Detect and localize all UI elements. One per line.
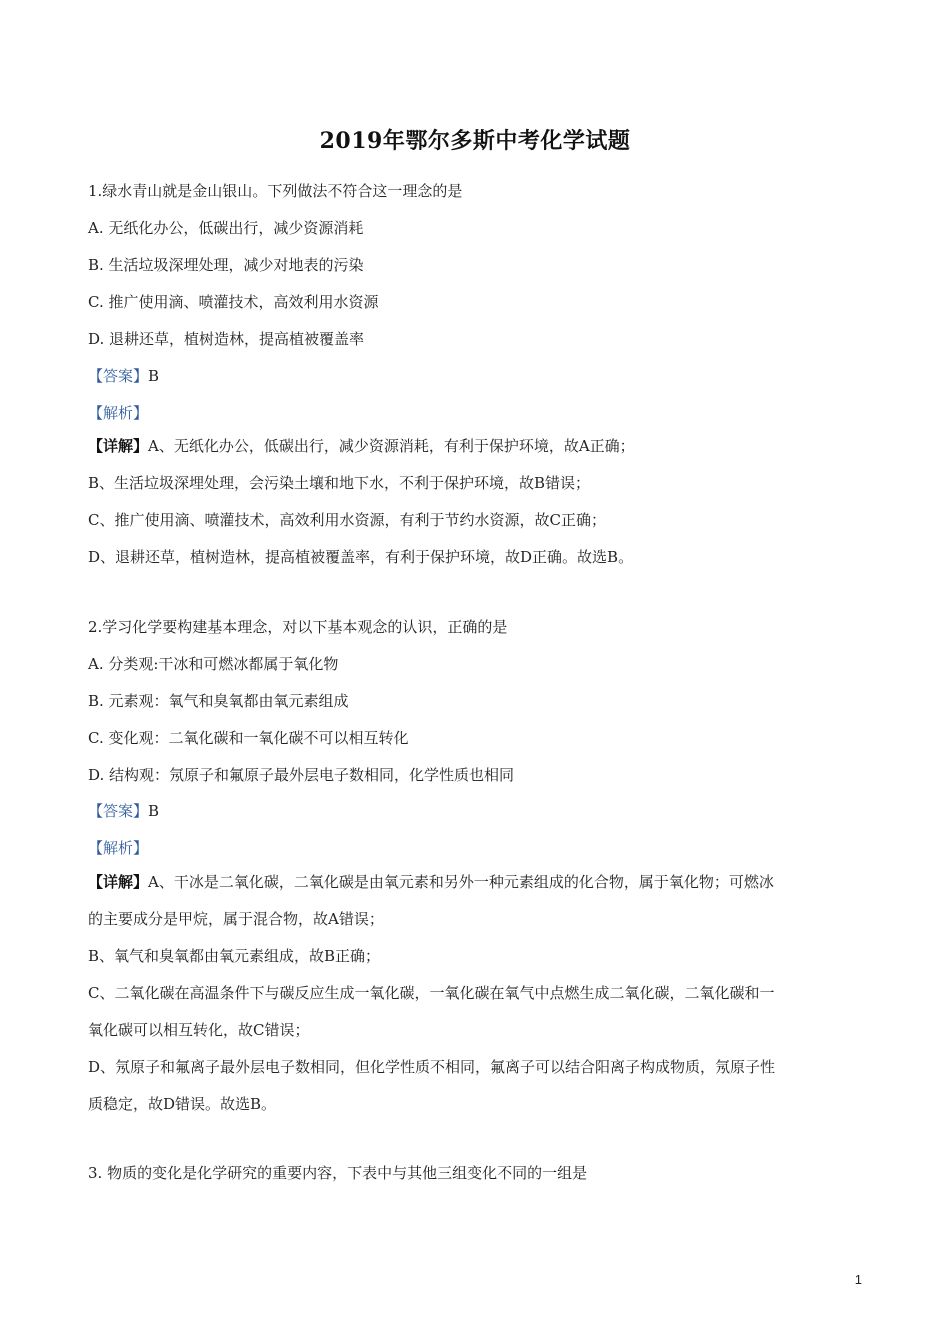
question-2-option-a: A. 分类观:干冰和可燃冰都属于氧化物 [88,655,339,673]
question-2-detail-line [88,872,868,892]
question-2-option-c: C. 变化观：二氧化碳和一氧化碳不可以相互转化 [88,729,409,747]
analysis-label: 【解析】 [88,839,149,857]
detail-text: A、干冰是二氧化碳，二氧化碳是由氧元素和另外一种元素组成的化合物，属于氧化物；可燃冰 [148,873,774,891]
question-1-detail-line: D、退耕还草，植树造林，提高植被覆盖率，有利于保护环境，故D正确。故选B。 [88,548,634,566]
page-title: 2019年鄂尔多斯中考化学试题 [319,128,631,154]
question-1-detail-line: B、生活垃圾深埋处理，会污染土壤和地下水，不利于保护环境，故B错误； [88,474,591,492]
question-1-option-d: D. 退耕还草，植树造林，提高植被覆盖率 [88,330,365,348]
question-1-detail-line: C、推广使用滴、喷灌技术，高效利用水资源，有利于节约水资源，故C正确； [88,511,606,529]
question-2-detail-line: D、氖原子和氟离子最外层电子数相同，但化学性质不相同，氟离子可以结合阳离子构成物质，氖原子性 [88,1058,776,1076]
page-number: 1 [854,1272,862,1287]
question-1-option-b: B. 生活垃圾深埋处理，减少对地表的污染 [88,256,364,274]
question-2-detail-line: 氧化碳可以相互转化，故C错误； [88,1021,310,1039]
question-2-option-b: B. 元素观：氧气和臭氧都由氧元素组成 [88,692,349,710]
detail-text: A、无纸化办公，低碳出行，减少资源消耗，有利于保护环境，故A正确； [148,437,635,455]
question-3-stem: 3. 物质的变化是化学研究的重要内容，下表中与其他三组变化不同的一组是 [88,1164,588,1182]
question-1-stem: 1.绿水青山就是金山银山。下列做法不符合这一理念的是 [88,182,463,200]
question-2-answer [88,801,868,821]
question-2-stem: 2.学习化学要构建基本理念，对以下基本观念的认识，正确的是 [88,618,508,636]
question-2-option-d: D. 结构观：氖原子和氟原子最外层电子数相同，化学性质也相同 [88,766,515,784]
question-2-detail-line: C、二氧化碳在高温条件下与碳反应生成一氧化碳，一氧化碳在氧气中点燃生成二氧化碳，二氧化碳和一 [88,984,775,1002]
answer-label: 【答案】 [88,367,149,385]
detail-label: 【详解】 [88,873,149,891]
answer-label: 【答案】 [88,802,149,820]
question-1-analysis-label [88,403,868,423]
answer-value: B [148,367,160,385]
question-2-detail-line: 质稳定，故D错误。故选B。 [88,1095,277,1113]
answer-value: B [148,802,160,820]
question-2-analysis-label [88,838,868,858]
question-1-option-c: C. 推广使用滴、喷灌技术，高效利用水资源 [88,293,379,311]
detail-label: 【详解】 [88,437,149,455]
analysis-label: 【解析】 [88,404,149,422]
question-1-answer [88,366,868,386]
question-2-detail-line: B、氧气和臭氧都由氧元素组成，故B正确； [88,947,381,965]
question-1-detail-line [88,436,868,456]
question-1-option-a: A. 无纸化办公，低碳出行，减少资源消耗 [88,219,364,237]
question-2-detail-line: 的主要成分是甲烷，属于混合物，故A错误； [88,910,384,928]
